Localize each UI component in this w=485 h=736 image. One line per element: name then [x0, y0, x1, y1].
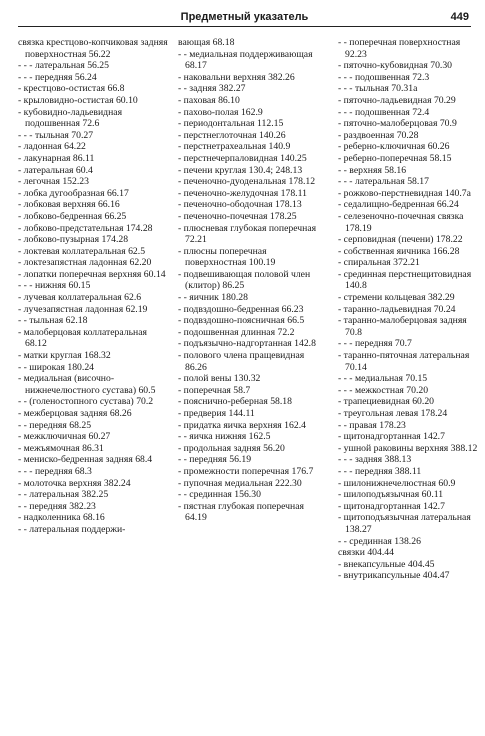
index-entry: - печени круглая 130.4; 248.13 [178, 164, 303, 176]
index-entry: - - латеральная поддержи- [18, 523, 126, 535]
index-entry: - межберцовая задняя 68.26 [18, 408, 132, 419]
index-entry: - стремени кольцевая 382.29 [338, 292, 455, 304]
index-entry: - полой вены 130.32 [178, 373, 261, 385]
index-entry: - продольная задняя 56.20 [178, 442, 285, 454]
index-entry: - - латеральная 382.25 [18, 489, 109, 501]
index-entry: - локтезапястная ладонная 62.20 [18, 257, 152, 269]
index-entry: - лобково-пузырная 174.28 [18, 234, 129, 246]
index-entry: - межключичная 60.27 [18, 431, 111, 443]
index-entry: - реберно-ключичная 60.26 [338, 141, 450, 153]
index-entry: - - - подошвенная 72.4 [338, 106, 430, 118]
index-entry: - серповидная (печени) 178.22 [338, 234, 463, 246]
index-entry: - - медиальная поддерживающая 68.17 [178, 48, 313, 72]
index-entry: - латеральная 60.4 [18, 164, 93, 176]
index-column-2 [178, 37, 328, 524]
index-entry: - матки круглая 168.32 [18, 350, 111, 362]
index-entry: - ушной раковины верхняя 388.12 [338, 442, 478, 454]
index-entry: - пястная глубокая поперечная 64.19 [178, 500, 304, 524]
index-entry: - - верхняя 58.16 [338, 164, 407, 176]
index-entry: - поперечная 58.7 [178, 384, 251, 396]
index-entry: - паховая 86.10 [178, 94, 240, 106]
index-entry: - подвешивающая половой член (клитор) 86.25 [178, 268, 311, 292]
page-number: 449 [450, 11, 469, 23]
index-entry: - печеночно-желудочная 178.11 [178, 187, 307, 199]
index-entry: - - яичка нижняя 162.5 [178, 431, 271, 443]
index-entry: - лопатки поперечная верхняя 60.14 [18, 268, 166, 280]
index-entry: - крыловидно-остистая 60.10 [18, 94, 138, 106]
index-column-1 [18, 37, 168, 536]
index-entry: - рожково-перстневидная 140.7а [338, 187, 471, 199]
index-entry: связки 404.44 [338, 547, 394, 559]
index-entry: - надколенника 68.16 [18, 512, 105, 524]
index-entry: - плюсневая глубокая поперечная 72.21 [178, 222, 317, 246]
index-entry: - селезеночно-почечная связка 178.19 [338, 210, 464, 234]
index-entry: - печеночно-почечная 178.25 [178, 210, 297, 222]
index-entry: - - - тыльная 70.31а [338, 83, 418, 95]
index-entry: - подвздошно-бедренная 66.23 [178, 303, 304, 315]
index-entry: - - срединная 156.30 [178, 489, 261, 501]
index-entry: - перстнеглоточная 140.26 [178, 129, 286, 141]
index-entry: - таранно-пяточная латеральная 70.14 [338, 350, 470, 373]
index-entry: - медиальная (височно-нижнечелюстного сустава) 60.5 [18, 373, 156, 396]
index-entry: - щитоподъязычная латеральная 138.27 [338, 512, 471, 535]
index-entry: - - - латеральная 56.25 [18, 60, 109, 72]
index-entry: вающая 68.18 [178, 37, 235, 48]
index-entry: - полового члена пращевидная 86.26 [178, 350, 305, 373]
index-entry: - лобково-бедренная 66.25 [18, 210, 127, 222]
index-entry: - - - тыльная 70.27 [18, 129, 94, 141]
index-entry: - крестцово-остистая 66.8 [18, 83, 125, 95]
index-entry: - легочная 152.23 [18, 176, 89, 188]
index-entry: - мениско-бедренная задняя 68.4 [18, 454, 153, 466]
index-entry: - перстнечерпаловидная 140.25 [178, 152, 307, 164]
index-entry: - шилоподъязычная 60.11 [338, 489, 444, 501]
index-entry: связка крестцово-копчиковая задняя поверхностная 56.22 [18, 37, 168, 60]
index-entry: - - - нижняя 60.15 [18, 280, 91, 292]
index-entry: - - задняя 382.27 [178, 83, 246, 95]
index-entry: - - правая 178.23 [338, 419, 406, 431]
index-entry: - треугольная левая 178.24 [338, 408, 448, 419]
index-entry: - - яичник 180.28 [178, 292, 248, 304]
index-entry: - щитонадгортанная 142.7 [338, 431, 445, 443]
index-entry: - наковальни верхняя 382.26 [178, 71, 295, 83]
index-entry: - спиральная 372.21 [338, 257, 420, 269]
index-entry: - - - передняя 56.24 [18, 71, 97, 83]
index-entry: - - широкая 180.24 [18, 361, 95, 373]
index-entry: - подошвенная длинная 72.2 [178, 326, 295, 338]
index-entry: - печеночно-дуоденальная 178.12 [178, 176, 316, 188]
index-entry: - пупочная медиальная 222.30 [178, 477, 302, 489]
index-entry: - таранно-ладьевидная 70.24 [338, 303, 456, 315]
index-entry: - лобково-предстательная 174.28 [18, 222, 153, 234]
index-entry: - периодонтальная 112.15 [178, 118, 284, 130]
index-entry: - промежности поперечная 176.7 [178, 465, 314, 477]
index-entry: - предверия 144.11 [178, 408, 255, 419]
index-entry: - - срединная 138.26 [338, 535, 421, 547]
index-entry: - лобка дугообразная 66.17 [18, 187, 129, 199]
index-entry: - подъязычно-надгортанная 142.8 [178, 338, 316, 350]
index-entry: - малоберцовая коллатеральная 68.12 [18, 326, 147, 350]
index-entry: - кубовидно-ладьевидная подошвенная 72.6 [18, 106, 123, 130]
index-entry: - - (голеностопного сустава) 70.2 [18, 396, 154, 408]
index-entry: - срединная перстнещитовидная 140.8 [338, 268, 472, 292]
index-entry: - щитонадгортанная 142.7 [338, 500, 445, 512]
index-entry: - - - латеральная 58.17 [338, 176, 429, 188]
index-entry: - - - медиальная 70.15 [338, 373, 428, 385]
index-entry: - лучевая коллатеральная 62.6 [18, 292, 142, 304]
page-header [18, 8, 471, 27]
index-entry: - подвздошно-поясничная 66.5 [178, 315, 305, 327]
index-entry: - межъямочная 86.31 [18, 442, 104, 454]
index-entry: - трапециевидная 60.20 [338, 396, 435, 408]
index-entry: - пяточно-кубовидная 70.30 [338, 60, 453, 72]
index-entry: - шилонижнечелюстная 60.9 [338, 477, 456, 489]
index-entry: - - - подошвенная 72.3 [338, 71, 430, 83]
index-entry: - перстнетрахеальная 140.9 [178, 141, 291, 153]
index-entry: - - - межкостная 70.20 [338, 384, 429, 396]
index-entry: - - - задняя 388.13 [338, 454, 412, 466]
index-entry: - молоточка верхняя 382.24 [18, 477, 131, 489]
index-entry: - седалищно-бедренная 66.24 [338, 199, 459, 211]
index-entry: - локтевая коллатеральная 62.5 [18, 245, 146, 257]
index-entry: - лобковая верхняя 66.16 [18, 199, 120, 211]
index-entry: - лучезапястная ладонная 62.19 [18, 303, 148, 315]
index-entry: - пяточно-ладьевидная 70.29 [338, 94, 456, 106]
index-column-3 [338, 37, 478, 582]
index-entry: - придатка яичка верхняя 162.4 [178, 419, 306, 431]
index-entry: - - - передняя 70.7 [338, 338, 412, 350]
index-entry: - - поперечная поверхностная 92.23 [338, 37, 461, 60]
index-entry: - - передняя 56.19 [178, 454, 252, 466]
index-entry: - собственная яичника 166.28 [338, 245, 460, 257]
index-entry: - - тыльная 62.18 [18, 315, 88, 327]
index-entry: - внутрикапсульные 404.47 [338, 570, 450, 582]
index-entry: - - - передняя 68.3 [18, 465, 92, 477]
index-entry: - пояснично-реберная 58.18 [178, 396, 292, 408]
index-entry: - пахово-полая 162.9 [178, 106, 263, 118]
index-entry: - - передняя 382.23 [18, 500, 96, 512]
index-entry: - печеночно-ободочная 178.13 [178, 199, 302, 211]
index-entry: - лакунарная 86.11 [18, 152, 95, 164]
index-entry: - реберно-поперечная 58.15 [338, 152, 452, 164]
index-entry: - раздвоенная 70.28 [338, 129, 419, 141]
index-entry: - ладонная 64.22 [18, 141, 86, 153]
index-entry: - пяточно-малоберцовая 70.9 [338, 118, 457, 130]
index-entry: - таранно-малоберцовая задняя 70.8 [338, 315, 467, 338]
index-entry: - внекапсульные 404.45 [338, 558, 435, 570]
index-entry: - плюсны поперечная поверхностная 100.19 [178, 245, 276, 269]
index-entry: - - передняя 68.25 [18, 419, 92, 431]
index-entry: - - - передняя 388.11 [338, 465, 422, 477]
running-title: Предметный указатель [180, 11, 309, 23]
